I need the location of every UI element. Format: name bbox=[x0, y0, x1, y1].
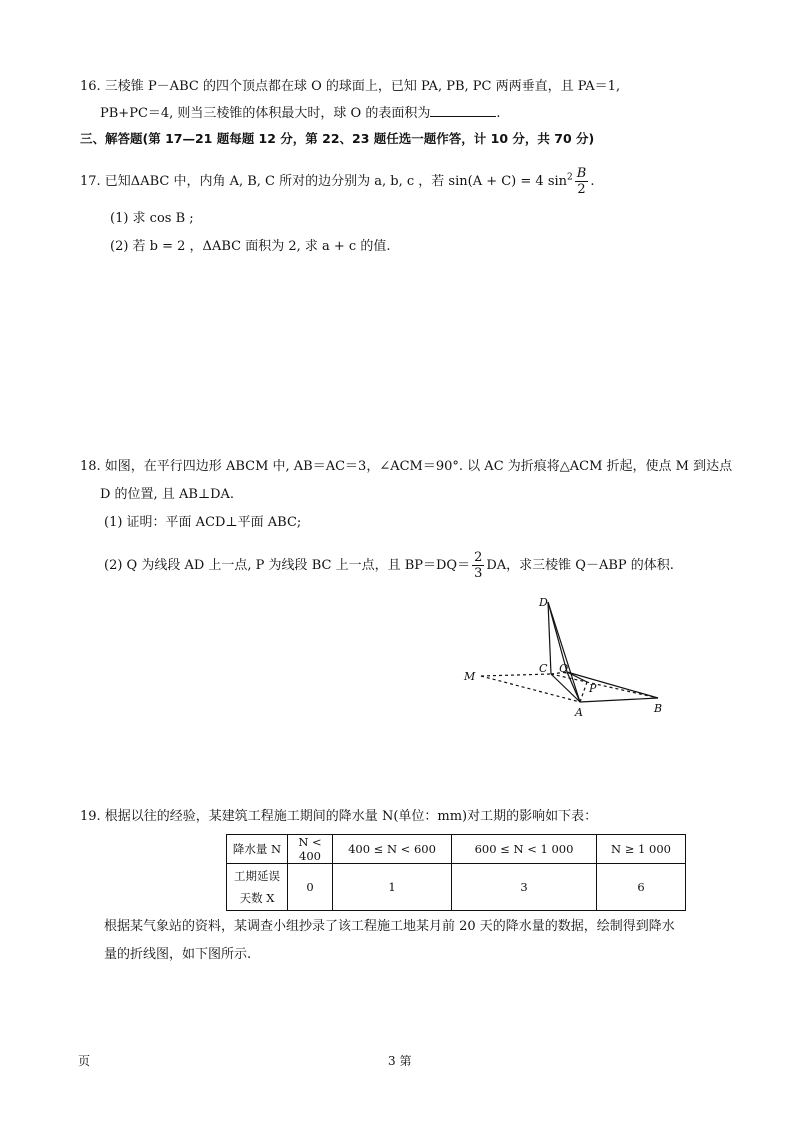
q17-stem-text: 17. 已知ΔABC 中，内角 A, B, C 所对的边分别为 a, b, c ，若 sin(A + C) = 4 sin bbox=[80, 174, 568, 189]
rainfall-delay-table bbox=[226, 834, 686, 911]
geometry-figure bbox=[455, 590, 685, 720]
table-cell: 0 bbox=[288, 864, 333, 911]
q18-part2 bbox=[104, 550, 674, 581]
q18-fraction bbox=[472, 550, 484, 581]
edge-MA bbox=[481, 676, 580, 702]
edge-AB bbox=[580, 698, 658, 702]
q19-line1: 19. 根据以往的经验，某建筑工程施工期间的降水量 N(单位：mm)对工期的影响如下表： bbox=[80, 809, 598, 824]
q17-stem-sup: 2 bbox=[567, 172, 573, 183]
q16-line2-end: . bbox=[496, 106, 501, 121]
table-row bbox=[227, 835, 686, 864]
q17-frac-num: B bbox=[576, 166, 587, 181]
edge-PA bbox=[580, 682, 587, 702]
answer-blank bbox=[430, 104, 496, 117]
table-cell: 400 ≤ N < 600 bbox=[333, 835, 452, 864]
q17-fraction bbox=[575, 166, 589, 197]
section-header: 三、解答题(第 17—21 题每题 12 分，第 22、23 题任选一题作答，计 10 分，共 70 分) bbox=[80, 131, 595, 146]
q16-line2 bbox=[100, 104, 501, 123]
label-Q: Q bbox=[559, 662, 569, 675]
q18-line1: 18. 如图，在平行四边形 ABCM 中, AB＝AC＝3，∠ACM＝90°. 以 AC 为折痕将△ACM 折起，使点 M 到达点 bbox=[80, 459, 733, 474]
row2-head-line1: 工期延误 bbox=[234, 869, 280, 883]
table-cell: 3 bbox=[452, 864, 597, 911]
table-cell: 6 bbox=[597, 864, 686, 911]
q17-part2: (2) 若 b = 2 ，ΔABC 面积为 2, 求 a + c 的值. bbox=[110, 239, 391, 254]
q16-line1: 16. 三棱锥 P－ABC 的四个顶点都在球 O 的球面上，已知 PA, PB, PC 两两垂直，且 PA＝1, bbox=[80, 79, 621, 94]
footer-left: 页 bbox=[78, 1054, 91, 1068]
table-cell: N ≥ 1 000 bbox=[597, 835, 686, 864]
table-cell: 1 bbox=[333, 864, 452, 911]
table-cell: 600 ≤ N < 1 000 bbox=[452, 835, 597, 864]
label-A: A bbox=[575, 706, 583, 719]
q19-para1: 根据某气象站的资料，某调查小组抄录了该工程施工地某月前 20 天的降水量的数据，绘制得到降水 bbox=[104, 919, 675, 934]
label-P: P bbox=[589, 682, 597, 695]
q18-part2-end: DA，求三棱锥 Q－ABP 的体积. bbox=[486, 558, 674, 573]
q18-line2: D 的位置, 且 AB⊥DA. bbox=[100, 487, 235, 502]
q17-frac-den: 2 bbox=[577, 182, 586, 197]
q18-frac-den: 3 bbox=[474, 566, 483, 581]
q17-stem-end: . bbox=[590, 174, 595, 189]
table-cell: 降水量 N bbox=[227, 835, 288, 864]
page-number: 3 第 bbox=[388, 1054, 412, 1068]
q18-frac-num: 2 bbox=[474, 550, 483, 565]
edge-CB bbox=[551, 674, 658, 698]
row2-head-line2: 天数 X bbox=[239, 891, 275, 905]
label-D: D bbox=[539, 596, 548, 609]
q19-para2: 量的折线图，如下图所示. bbox=[104, 947, 252, 962]
edge-QB bbox=[567, 672, 658, 698]
label-C: C bbox=[539, 662, 548, 675]
table-row bbox=[227, 864, 686, 911]
table-cell bbox=[227, 864, 288, 911]
q17-stem bbox=[80, 166, 594, 197]
edge-QA bbox=[567, 672, 580, 702]
label-M: M bbox=[464, 670, 476, 683]
label-B: B bbox=[654, 702, 663, 715]
q17-part1: (1) 求 cos B ; bbox=[110, 211, 194, 226]
q16-line2-text: PB+PC＝4, 则当三棱锥的体积最大时，球 O 的表面积为 bbox=[100, 106, 431, 121]
q18-part2-text: (2) Q 为线段 AD 上一点, P 为线段 BC 上一点，且 BP＝DQ＝ bbox=[104, 558, 471, 573]
q18-part1: (1) 证明：平面 ACD⊥平面 ABC; bbox=[104, 515, 302, 530]
table-cell: N < 400 bbox=[288, 835, 333, 864]
